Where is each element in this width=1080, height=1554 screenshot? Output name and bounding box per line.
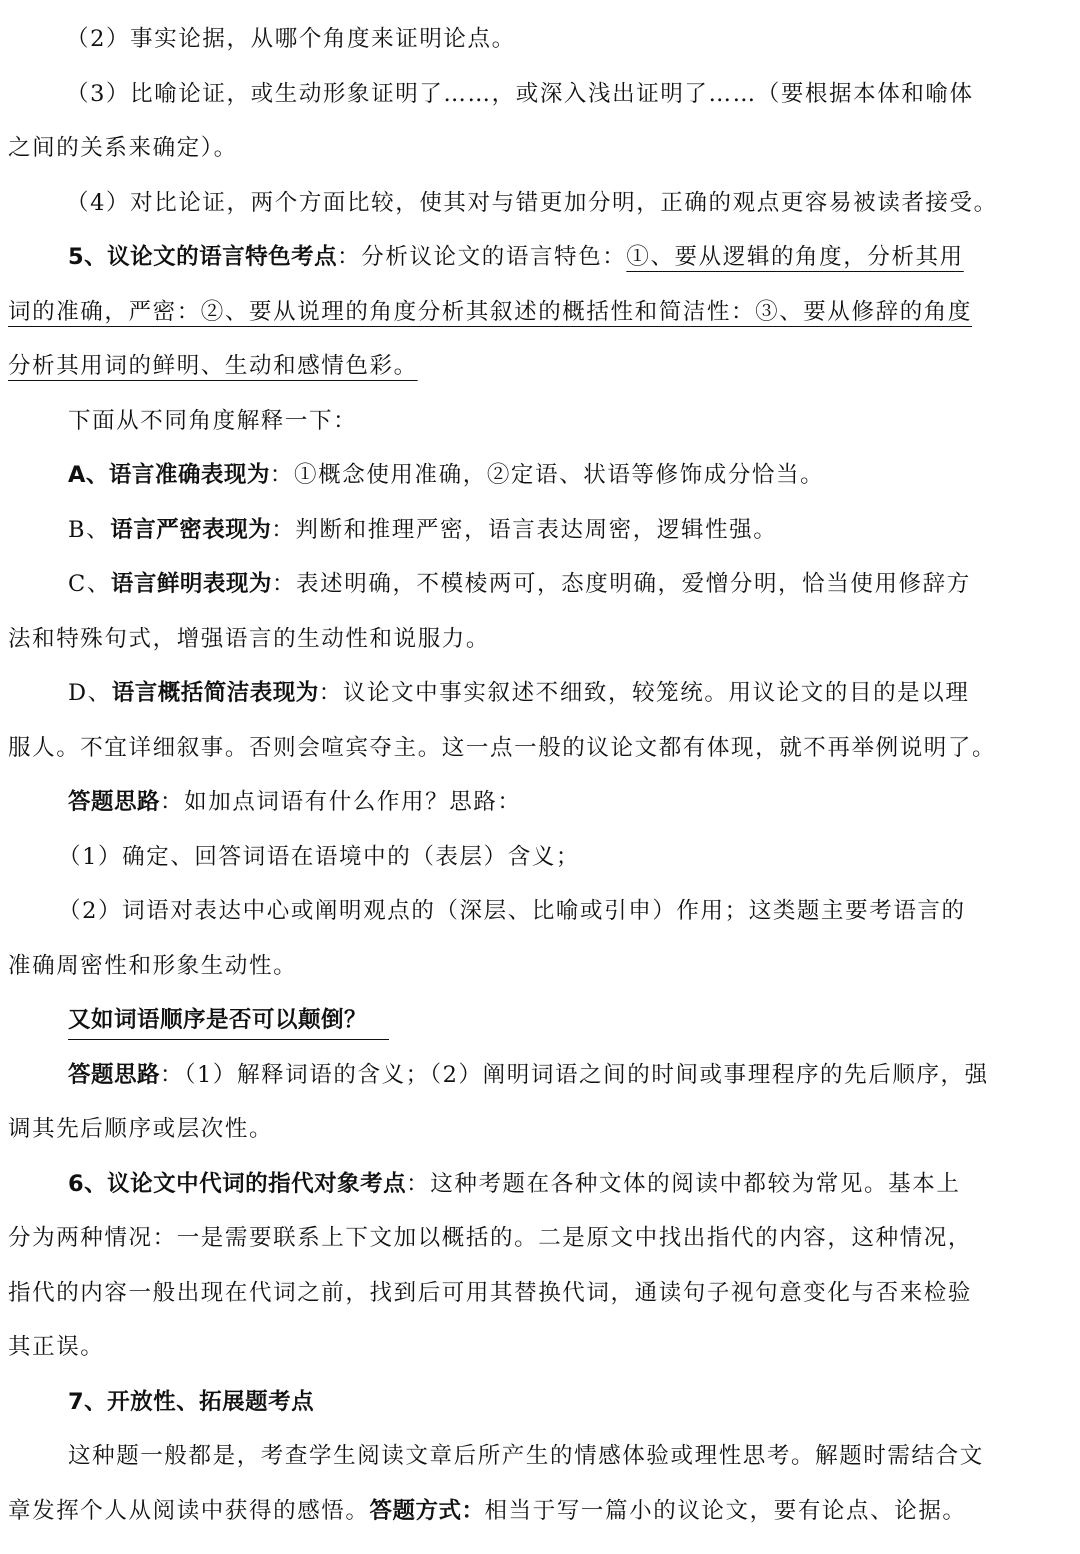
item-a-line — [8, 448, 1070, 503]
paragraph-line: 这种题一般都是，考查学生阅读文章后所产生的情感体验或理性思考。解题时需结合文 — [68, 1443, 984, 1469]
paragraph-line: 准确周密性和形象生动性。 — [8, 952, 298, 979]
underlined-text: ①、要从逻辑的角度，分析其用 — [626, 244, 964, 270]
item-prefix: B、 — [68, 516, 111, 543]
text-span: ：如加点词语有什么作用？思路： — [160, 789, 522, 815]
text-span: ：议论文中事实叙述不细致，较笼统。用议论文的目的是以理 — [318, 680, 970, 706]
answer-method-heading: 答题方式： — [369, 1497, 485, 1524]
item-c-heading: 语言鲜明表现为 — [110, 571, 272, 597]
text-span: ：分析议论文的语言特色： — [337, 244, 627, 270]
paragraph-line: （4）对比论证，两个方面比较，使其对与错更加分明，正确的观点更容易被读者接受。 — [66, 189, 998, 216]
text-span: 相当于写一篇小的议论文，要有论点、论据。 — [484, 1497, 967, 1524]
paragraph-line: （3）比喻论证，或生动形象证明了……，或深入浅出证明了……（要根据本体和喻体 — [66, 80, 974, 107]
section-7-line — [8, 1375, 1070, 1430]
section-6-line — [8, 1157, 1070, 1212]
item-prefix: C、 — [68, 571, 111, 597]
word-order-question-line — [8, 993, 1070, 1048]
item-a-heading: A、语言准确表现为 — [68, 462, 270, 488]
text-span: 章发挥个人从阅读中获得的感悟。 — [8, 1497, 370, 1524]
paragraph-line: （2）事实论据，从哪个角度来证明论点。 — [66, 26, 516, 52]
answer-approach-heading: 答题思路 — [68, 789, 161, 815]
item-d-line — [8, 666, 1070, 721]
item-prefix: D、 — [68, 680, 112, 706]
section-6-heading: 6、议论文中代词的指代对象考点 — [68, 1170, 407, 1197]
underlined-text: 分析其用词的鲜明、生动和感情色彩。 — [8, 353, 418, 379]
paragraph-line — [8, 285, 1070, 340]
word-order-question: 又如词语顺序是否可以颠倒？ — [68, 1001, 389, 1040]
paragraph-line: 服人。不宜详细叙事。否则会喧宾夺主。这一点一般的议论文都有体现，就不再举例说明了。 — [8, 734, 997, 761]
text-span: ：表述明确，不模棱两可，态度明确，爱憎分明，恰当使用修辞方 — [271, 571, 971, 597]
item-c-line — [8, 557, 1070, 612]
answer-approach-heading: 答题思路 — [68, 1061, 161, 1088]
paragraph-line: 法和特殊句式，增强语言的生动性和说服力。 — [8, 625, 491, 652]
section-5-line — [8, 230, 1070, 285]
text-span: ：（1）解释词语的含义；（2）阐明词语之间的时间或事理程序的先后顺序，强 — [160, 1061, 989, 1088]
paragraph-line: 下面从不同角度解释一下： — [68, 407, 358, 434]
text-span: ：①概念使用准确，②定语、状语等修饰成分恰当。 — [269, 462, 825, 488]
paragraph-line: 之间的关系来确定）。 — [8, 135, 238, 161]
paragraph-line: （1）确定、回答词语在语境中的（表层）含义； — [58, 843, 581, 870]
item-b-line — [8, 503, 1070, 558]
underlined-text: 词的准确，严密：②、要从说理的角度分析其叙述的概括性和简洁性：③、要从修辞的角度 — [8, 298, 973, 325]
paragraph-line: 分为两种情况：一是需要联系上下文加以概括的。二是原文中找出指代的内容，这种情况， — [8, 1225, 973, 1251]
paragraph-line: （2）词语对表达中心或阐明观点的（深层、比喻或引申）作用；这类题主要考语言的 — [58, 898, 966, 924]
paragraph-line: 指代的内容一般出现在代词之前，找到后可用其替换代词，通读句子视句意变化与否来检验 — [8, 1279, 973, 1306]
paragraph-line: 其正误。 — [8, 1334, 105, 1360]
text-span: ：判断和推理严密，语言表达周密，逻辑性强。 — [271, 516, 778, 543]
paragraph-line: 调其先后顺序或层次性。 — [8, 1116, 274, 1142]
paragraph-line — [8, 339, 1070, 394]
answer-approach-line — [8, 775, 1070, 830]
answer-approach-line — [8, 1048, 1070, 1103]
section-5-heading: 5、议论文的语言特色考点 — [68, 244, 338, 270]
item-d-heading: 语言概括简洁表现为 — [111, 680, 319, 706]
paragraph-line — [8, 1484, 1070, 1539]
text-span: ：这种考题在各种文体的阅读中都较为常见。基本上 — [406, 1170, 961, 1197]
section-7-heading: 7、开放性、拓展题考点 — [68, 1388, 315, 1415]
item-b-heading: 语言严密表现为 — [110, 516, 272, 543]
